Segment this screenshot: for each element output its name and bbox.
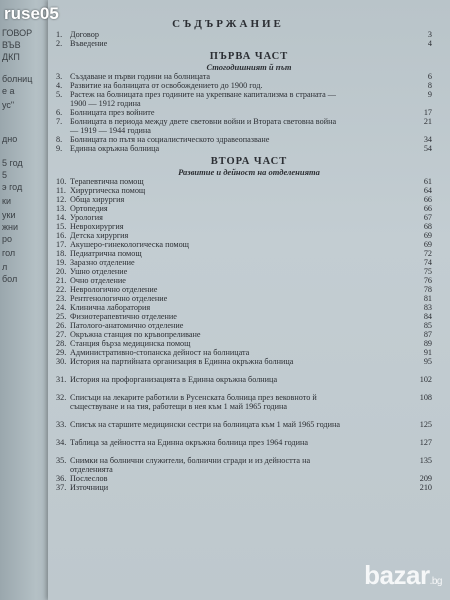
toc-entry-number: 6. [56, 108, 63, 117]
toc-entry [56, 294, 442, 303]
toc-entry-page: 135 [419, 456, 432, 465]
toc-entry [56, 81, 442, 90]
adjacent-text-fragment: дно [2, 134, 18, 144]
toc-entry [56, 195, 442, 204]
toc-entry-page: 67 [423, 213, 432, 222]
toc-entry-page: 69 [423, 231, 432, 240]
adjacent-text-fragment: уки [2, 210, 16, 220]
toc-entry-number: 16. [56, 231, 67, 240]
toc-entry-page: 125 [419, 420, 432, 429]
toc-entry-title: Заразно отделение [70, 258, 135, 267]
adjacent-text-fragment: бол [2, 274, 18, 284]
toc-entry-number: 24. [56, 303, 67, 312]
toc-entry-number: 30. [56, 357, 67, 366]
toc-entry-title: Създаване и първи години на болницата [70, 72, 211, 81]
toc-entry-title: Очно отделение [70, 276, 126, 285]
toc-entry-number: 14. [56, 213, 67, 222]
toc-entry-number: 17. [56, 240, 67, 249]
adjacent-text-fragment: ус" [2, 100, 15, 110]
toc-entry-title: Урология [70, 213, 103, 222]
toc-entry-number: 20. [56, 267, 67, 276]
part-subtitle: Развитие и дейност на отделенията [178, 167, 320, 177]
toc-entry [56, 276, 442, 285]
toc-entry-title: Развитие на болницата от освобождението до 1900 год. [70, 81, 263, 90]
toc-entry-title: Болницата по пътя на социалистическото здравеопазване [70, 135, 270, 144]
toc-entry-page: 64 [423, 186, 432, 195]
toc-entry-number: 2. [56, 39, 63, 48]
toc-entry-page: 87 [423, 330, 432, 339]
toc-entry-page: 75 [423, 267, 432, 276]
toc-entry-page: 8 [427, 81, 432, 90]
toc-entry-page: 91 [423, 348, 432, 357]
toc-entry-title: Болницата в периода между двете световни войни и Втората световна война — 1919 — 1944 година [70, 117, 337, 135]
toc-entry-page: 21 [423, 117, 432, 126]
toc-entry [56, 108, 442, 117]
toc-entry [56, 375, 442, 393]
toc-entry-title: Акушеро-гинекологическа помощ [70, 240, 189, 249]
toc-entry-page: 6 [427, 72, 432, 81]
toc-entry [56, 267, 442, 276]
toc-entry-title: Хирургическа помощ [70, 186, 146, 195]
toc-entry-title: Клинична лаборатория [70, 303, 151, 312]
toc-entry-number: 9. [56, 144, 63, 153]
toc-entry-title: Обща хирургия [70, 195, 125, 204]
toc-entry-page: 9 [427, 90, 432, 99]
toc-entry-number: 8. [56, 135, 63, 144]
toc-entry-title: Детска хирургия [70, 231, 129, 240]
toc-entry [56, 339, 442, 348]
toc-entry-number: 36. [56, 474, 67, 483]
toc-entry-title: Въведение [70, 39, 108, 48]
toc-entry-page: 95 [423, 357, 432, 366]
toc-entry-number: 31. [56, 375, 67, 384]
adjacent-text-fragment: е а [2, 86, 15, 96]
toc-entry-number: 34. [56, 438, 67, 447]
toc-entry [56, 117, 442, 135]
toc-entry-number: 19. [56, 258, 67, 267]
toc-entry-page: 72 [423, 249, 432, 258]
toc-entry-number: 11. [56, 186, 66, 195]
toc-entry-title: Административно-стопанска дейност на болницата [70, 348, 250, 357]
toc-entry [56, 204, 442, 213]
page-title: СЪДЪРЖАНИЕ [172, 18, 284, 30]
toc-entry-page: 89 [423, 339, 432, 348]
toc-entry [56, 240, 442, 249]
toc-entry-number: 10. [56, 177, 67, 186]
toc-entry-page: 68 [423, 222, 432, 231]
toc-entry-page: 66 [423, 195, 432, 204]
toc-entry-title: Патолого-анатомично отделение [70, 321, 184, 330]
toc-entry-title: Неврологично отделение [70, 285, 158, 294]
toc-entry-number: 5. [56, 90, 63, 99]
toc-entry-page: 85 [423, 321, 432, 330]
toc-entry [56, 474, 442, 483]
adjacent-text-fragment: жни [2, 222, 19, 232]
toc-entry-title: Болницата през войните [70, 108, 155, 117]
toc-entry [56, 231, 442, 240]
toc-entry [56, 222, 442, 231]
adjacent-text-fragment: ВЪВ [2, 40, 21, 50]
toc-entry-page: 3 [427, 30, 432, 39]
toc-entry-number: 13. [56, 204, 67, 213]
toc-entry [56, 456, 442, 474]
toc-entry-title: Снимки на болнични служители, болнични сгради и из дейността на отделенията [70, 456, 311, 474]
toc-entry-title: Таблица за дейността на Единна окръжна болница през 1964 година [70, 438, 308, 447]
toc-entry-title: Рентгенологично отделение [70, 294, 168, 303]
toc-entry-number: 28. [56, 339, 67, 348]
toc-entry-title: Ортопедия [70, 204, 108, 213]
toc-entry-page: 34 [423, 135, 432, 144]
toc-entry-page: 78 [423, 285, 432, 294]
bazar-logo: bazar.bg [364, 560, 442, 590]
toc-entry [56, 72, 442, 81]
toc-entry-number: 21. [56, 276, 67, 285]
toc-entry-page: 102 [419, 375, 432, 384]
toc-entry-page: 17 [423, 108, 432, 117]
toc-entry-page: 61 [423, 177, 432, 186]
toc-entry [56, 483, 442, 492]
toc-entry [56, 438, 442, 456]
adjacent-text-fragment: ки [2, 196, 11, 206]
toc-entry [56, 249, 442, 258]
toc-entry-page: 54 [423, 144, 432, 153]
toc-entry-page: 81 [423, 294, 432, 303]
adjacent-text-fragment: болниц [2, 74, 33, 84]
adjacent-text-fragment: ро [2, 234, 13, 244]
toc-entry [56, 258, 442, 267]
toc-entry-number: 4. [56, 81, 63, 90]
adjacent-text-fragment: ДКП [2, 52, 20, 62]
toc-entry-number: 35. [56, 456, 67, 465]
toc-entry-number: 33. [56, 420, 67, 429]
toc-entry-title: Източници [70, 483, 109, 492]
toc-entry-page: 209 [419, 474, 432, 483]
toc-entry-page: 127 [419, 438, 432, 447]
toc-entry [56, 312, 442, 321]
toc-entry-title: Растеж на болницата през годините на укрепване капитализма в страната — 1900 — 1912 година [70, 90, 336, 108]
toc-entry [56, 321, 442, 330]
toc-entry [56, 357, 442, 375]
toc-entry-title: Ушно отделение [70, 267, 128, 276]
toc-entry-page: 108 [419, 393, 432, 402]
toc-entry-number: 15. [56, 222, 67, 231]
toc-entry-title: Единна окръжна болница [70, 144, 160, 153]
toc-entry-title: Педиатрична помощ [70, 249, 142, 258]
toc-entry-page: 4 [427, 39, 432, 48]
toc-entry-page: 66 [423, 204, 432, 213]
toc-entry-number: 29. [56, 348, 67, 357]
toc-entry [56, 90, 442, 108]
toc-entry-number: 23. [56, 294, 67, 303]
toc-entry-number: 32. [56, 393, 67, 402]
toc-entry-title: Списък на старшите медицински сестри на болницата към 1 май 1965 година [70, 420, 340, 429]
toc-entry-title: Списъци на лекарите работили в Русенската болница през вековното й съществуване и на тия, работещи в нея към 1 май 1965 година [70, 393, 317, 411]
toc-entry [56, 30, 442, 39]
toc-entry [56, 135, 442, 144]
toc-entry-number: 1. [56, 30, 63, 39]
toc-entry-title: Терапевтична помощ [70, 177, 144, 186]
toc-entry [56, 39, 442, 48]
toc-entry [56, 144, 442, 153]
toc-entry-title: Неврохирургия [70, 222, 124, 231]
toc-entry-page: 76 [423, 276, 432, 285]
toc-entry-number: 7. [56, 117, 63, 126]
toc-entry-title: Послеслов [70, 474, 108, 483]
toc-entry-page: 84 [423, 312, 432, 321]
toc-entry-number: 25. [56, 312, 67, 321]
table-of-contents [56, 30, 442, 492]
toc-entry-number: 3. [56, 72, 63, 81]
toc-entry-number: 37. [56, 483, 67, 492]
toc-entry [56, 186, 442, 195]
toc-entry-title: Физиотерапевтично отделение [70, 312, 177, 321]
adjacent-text-fragment: 5 год [2, 158, 23, 168]
part-title: ПЪРВА ЧАСТ [209, 51, 289, 62]
toc-entry-number: 26. [56, 321, 67, 330]
toc-entry [56, 420, 442, 438]
toc-entry-page: 83 [423, 303, 432, 312]
seller-watermark: ruse05 [4, 4, 59, 23]
toc-entry [56, 348, 442, 357]
toc-entry-page: 210 [419, 483, 432, 492]
toc-entry [56, 213, 442, 222]
adjacent-text-fragment: э год [2, 182, 23, 192]
toc-entry-title: История на профорганизацията в Единна окръжна болница [70, 375, 278, 384]
part-title: ВТОРА ЧАСТ [210, 156, 288, 167]
toc-entry [56, 393, 442, 420]
toc-entry-number: 12. [56, 195, 67, 204]
toc-entry-title: История на партийната организация в Единна окръжна болница [70, 357, 294, 366]
toc-entry-number: 22. [56, 285, 67, 294]
toc-entry [56, 177, 442, 186]
toc-entry [56, 330, 442, 339]
toc-entry-title: Станция бърза медицинска помощ [70, 339, 191, 348]
toc-entry-page: 69 [423, 240, 432, 249]
toc-entry [56, 303, 442, 312]
adjacent-text-fragment: гол [2, 248, 16, 258]
adjacent-text-fragment: ГОВОР [2, 28, 33, 38]
toc-entry [56, 285, 442, 294]
adjacent-text-fragment: 5 [2, 170, 8, 180]
adjacent-text-fragment: л [2, 262, 8, 272]
toc-entry-number: 27. [56, 330, 67, 339]
toc-entry-number: 18. [56, 249, 67, 258]
toc-entry-title: Договор [70, 30, 99, 39]
toc-entry-title: Окръжна станция по кръвопреливане [70, 330, 201, 339]
part-subtitle: Стогодишният й път [206, 62, 292, 72]
toc-entry-page: 74 [423, 258, 432, 267]
